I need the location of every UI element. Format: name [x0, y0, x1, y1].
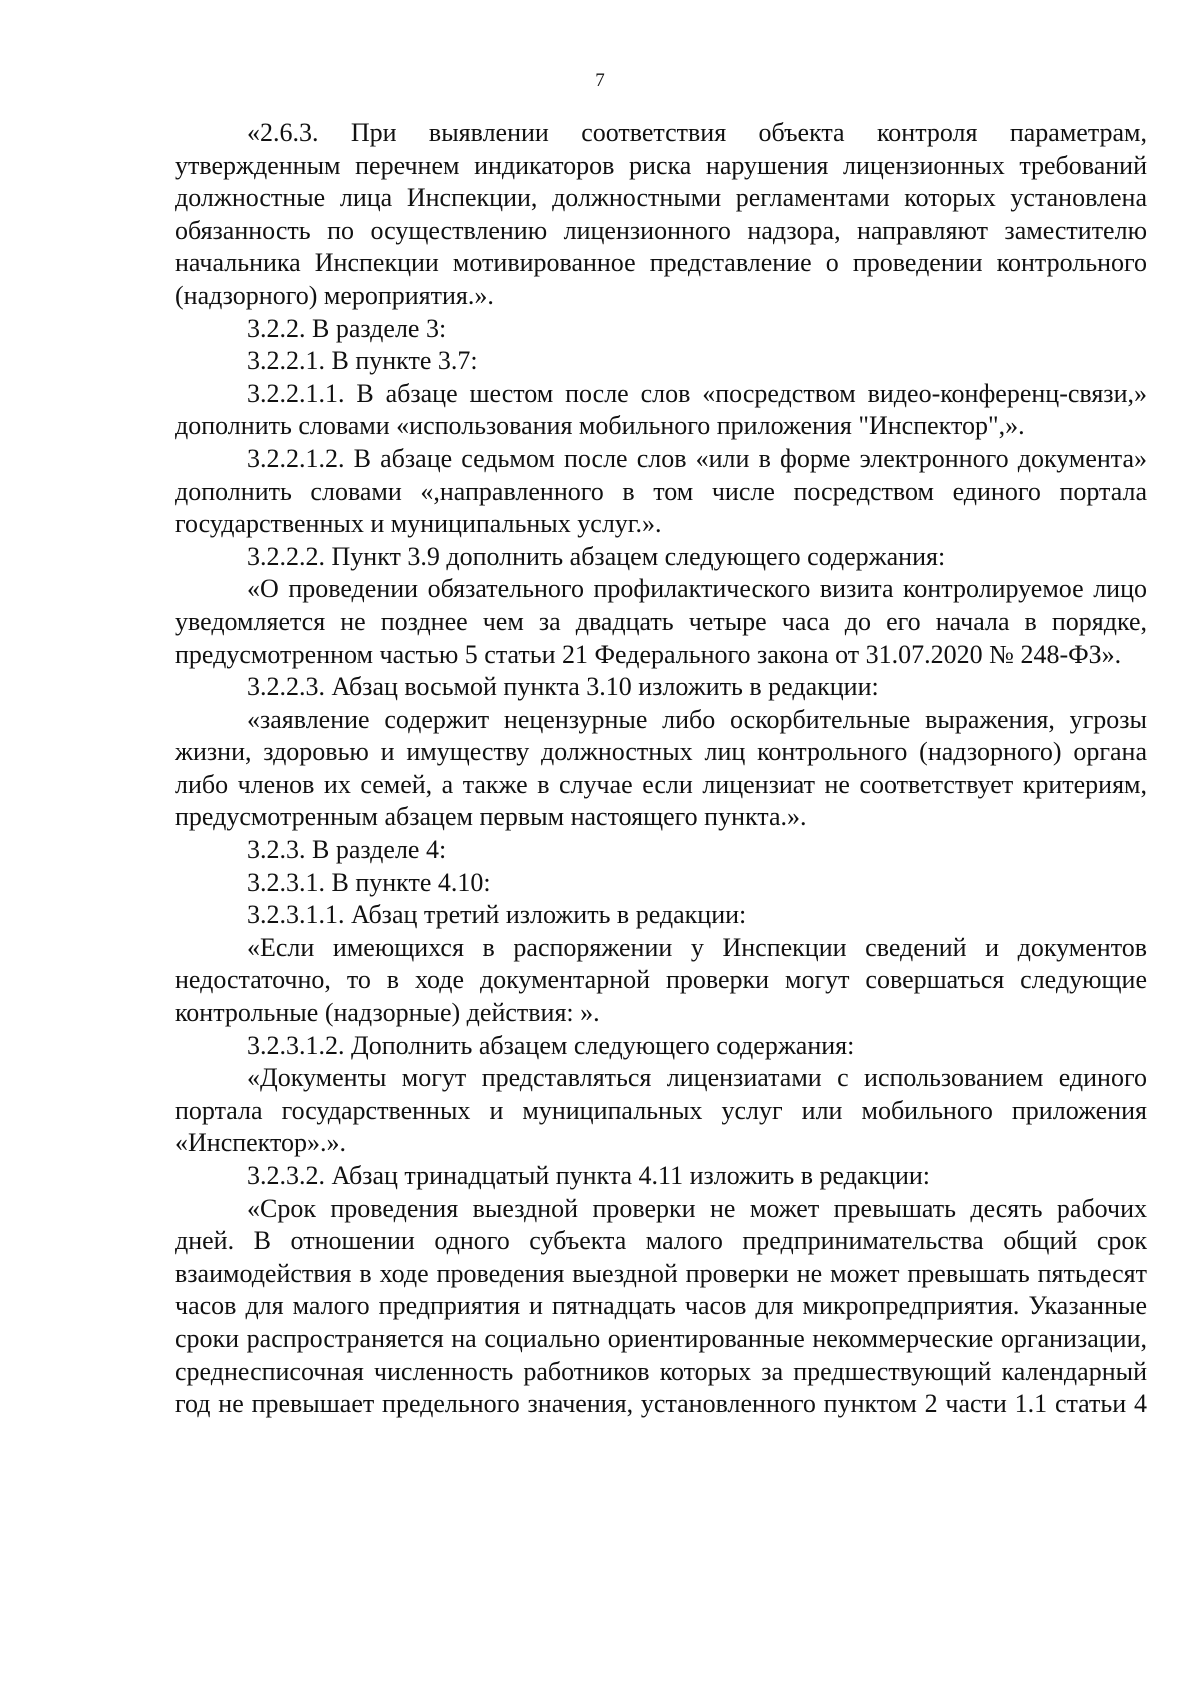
paragraph: 3.2.3.1.1. Абзац третий изложить в редакции:: [247, 900, 747, 930]
paragraph: 3.2.2.1. В пункте 3.7:: [247, 346, 478, 376]
paragraph: 3.2.2. В разделе 3:: [247, 313, 447, 343]
page-number: 7: [595, 70, 605, 91]
paragraph: «Срок проведения выездной проверки не может превышать десять рабочих дней. В отношении одного субъекта малого предпринимательства общий срок взаимодействия в ходе проведения выездной проверки не может превышать пятьдесят часов для малого предприятия и пятнадцать часов для микропредприятия. Указанные сроки распространяется на социально ориентированные некоммерческие организации, среднесписочная численность работников которых за предшествующий календарный год не превышает предельного значения, установленного пунктом 2 части 1.1 статьи 4: [175, 1193, 1147, 1419]
paragraph: 3.2.3. В разделе 4:: [247, 835, 447, 865]
paragraph: «О проведении обязательного профилактического визита контролируемое лицо уведомляется не позднее чем за двадцать четыре часа до его начала в порядке, предусмотренном частью 5 статьи 21 Федерального закона от 31.07.2020 № 248-ФЗ».: [175, 574, 1147, 669]
paragraph: 3.2.2.1.1. В абзаце шестом после слов «посредством видео-конференц-связи,» дополнить словами «использования мобильного приложения "Инспектор",».: [175, 378, 1147, 441]
paragraph: 3.2.2.2. Пункт 3.9 дополнить абзацем следующего содержания:: [247, 541, 946, 571]
paragraph: 3.2.2.3. Абзац восьмой пункта 3.10 изложить в редакции:: [247, 672, 879, 702]
paragraph: «Если имеющихся в распоряжении у Инспекции сведений и документов недостаточно, то в ходе документарной проверки могут совершаться следующие контрольные (надзорные) действия: ».: [175, 932, 1147, 1028]
paragraph: 3.2.3.2. Абзац тринадцатый пункта 4.11 изложить в редакции:: [247, 1161, 931, 1190]
document-body: [175, 117, 1147, 1421]
paragraph: 3.2.3.1.2. Дополнить абзацем следующего содержания:: [247, 1030, 855, 1060]
paragraph: «Документы могут представляться лицензиатами с использованием единого портала государственных и муниципальных услуг или мобильного приложения «Инспектор».».: [175, 1063, 1147, 1158]
paragraph: «заявление содержит нецензурные либо оскорбительные выражения, угрозы жизни, здоровью и имуществу должностных лиц контрольного (надзорного) органа либо членов их семей, а также в случае если лицензиат не соответствует критериям, предусмотренным абзацем первым настоящего пункта.».: [175, 704, 1147, 832]
paragraph: «2.6.3. При выявлении соответствия объекта контроля параметрам, утвержденным перечнем индикаторов риска нарушения лицензионных требований должностные лица Инспекции, должностными регламентами которых установлена обязанность по осуществлению лицензионного надзора, направляют заместителю начальника Инспекции мотивированное представление о проведении контрольного (надзорного) мероприятия.».: [175, 118, 1147, 310]
paragraph: 3.2.3.1. В пункте 4.10:: [247, 867, 491, 897]
paragraph: 3.2.2.1.2. В абзаце седьмом после слов «или в форме электронного документа» дополнить словами «,направленного в том числе посредством единого портала государственных и муниципальных услуг.».: [175, 443, 1147, 539]
